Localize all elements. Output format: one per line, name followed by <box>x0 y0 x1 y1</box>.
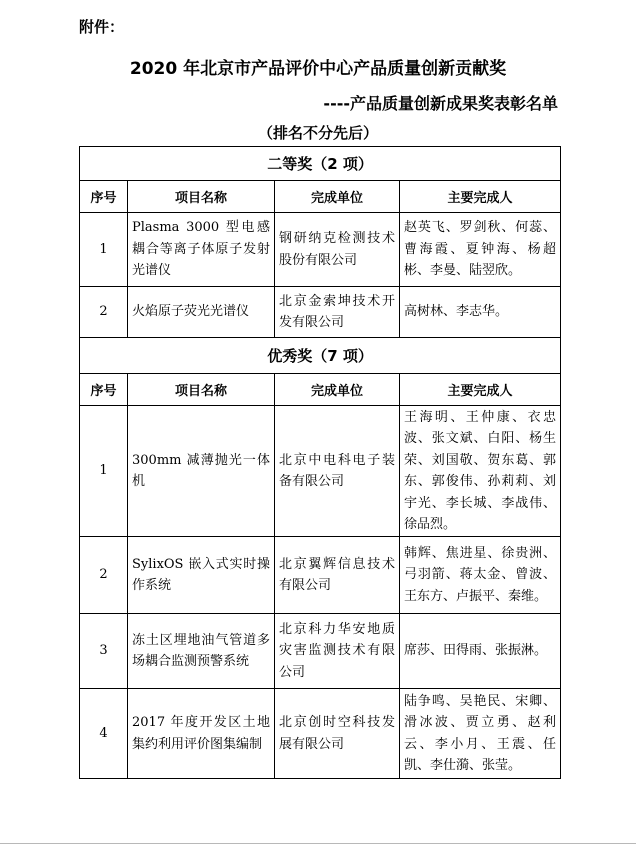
section-heading-row <box>80 147 561 181</box>
project-name: 火焰原子荧光光谱仪 <box>128 287 275 338</box>
attachment-label: 附件： <box>79 18 125 36</box>
table-row <box>80 287 561 338</box>
table-row <box>80 537 561 614</box>
row-number: 4 <box>80 689 128 779</box>
row-number: 2 <box>80 287 128 338</box>
ranking-note: （排名不分先后） <box>257 124 378 142</box>
project-name: 冻土区埋地油气管道多场耦合监测预警系统 <box>128 614 275 689</box>
section-heading-row <box>80 338 561 374</box>
table-row <box>80 689 561 779</box>
main-contributors: 赵英飞、罗剑秋、何蕊、曹海霞、夏钟海、杨超彬、李曼、陆翌欣。 <box>400 213 561 287</box>
main-contributors: 高树林、李志华。 <box>400 287 561 338</box>
table-row <box>80 614 561 689</box>
table-row <box>80 406 561 537</box>
project-name: 300mm 减薄抛光一体机 <box>128 406 275 537</box>
completing-unit: 北京创时空科技发展有限公司 <box>275 689 400 779</box>
column-header-row <box>80 374 561 406</box>
column-header-project: 项目名称 <box>128 374 275 406</box>
main-contributors: 席莎、田得雨、张振淋。 <box>400 614 561 689</box>
main-contributors: 陆争鸣、吴艳民、宋卿、滑冰波、贾立勇、赵利云、李小月、王震、任凯、李仕漪、张莹。 <box>400 689 561 779</box>
column-header-row <box>80 181 561 213</box>
main-contributors: 王海明、王仲康、衣忠波、张文斌、白阳、杨生荣、刘国敬、贺东葛、郭东、郭俊伟、孙莉莉、刘宇光、李长城、李战伟、徐品烈。 <box>400 406 561 537</box>
completing-unit: 钢研纳克检测技术股份有限公司 <box>275 213 400 287</box>
document-subtitle: ----产品质量创新成果奖表彰名单 <box>323 94 558 113</box>
completing-unit: 北京中电科电子装备有限公司 <box>275 406 400 537</box>
row-number: 1 <box>80 406 128 537</box>
column-header-no: 序号 <box>80 181 128 213</box>
table-row <box>80 213 561 287</box>
column-header-no: 序号 <box>80 374 128 406</box>
row-number: 1 <box>80 213 128 287</box>
completing-unit: 北京翼辉信息技术有限公司 <box>275 537 400 614</box>
section-heading: 优秀奖（7 项） <box>80 338 561 374</box>
column-header-people: 主要完成人 <box>400 181 561 213</box>
row-number: 2 <box>80 537 128 614</box>
project-name: 2017 年度开发区土地集约利用评价图集编制 <box>128 689 275 779</box>
column-header-project: 项目名称 <box>128 181 275 213</box>
project-name: Plasma 3000 型电感耦合等离子体原子发射光谱仪 <box>128 213 275 287</box>
project-name: SylixOS 嵌入式实时操作系统 <box>128 537 275 614</box>
document-title: 2020 年北京市产品评价中心产品质量创新贡献奖 <box>129 59 507 79</box>
section-heading: 二等奖（2 项） <box>80 147 561 181</box>
completing-unit: 北京科力华安地质灾害监测技术有限公司 <box>275 614 400 689</box>
column-header-unit: 完成单位 <box>275 374 400 406</box>
completing-unit: 北京金索坤技术开发有限公司 <box>275 287 400 338</box>
awards-table <box>79 146 561 779</box>
column-header-unit: 完成单位 <box>275 181 400 213</box>
main-contributors: 韩辉、焦进星、徐贵洲、弓羽箭、蒋太金、曾波、王东方、卢振平、秦维。 <box>400 537 561 614</box>
column-header-people: 主要完成人 <box>400 374 561 406</box>
row-number: 3 <box>80 614 128 689</box>
page-edge-line <box>0 843 636 844</box>
